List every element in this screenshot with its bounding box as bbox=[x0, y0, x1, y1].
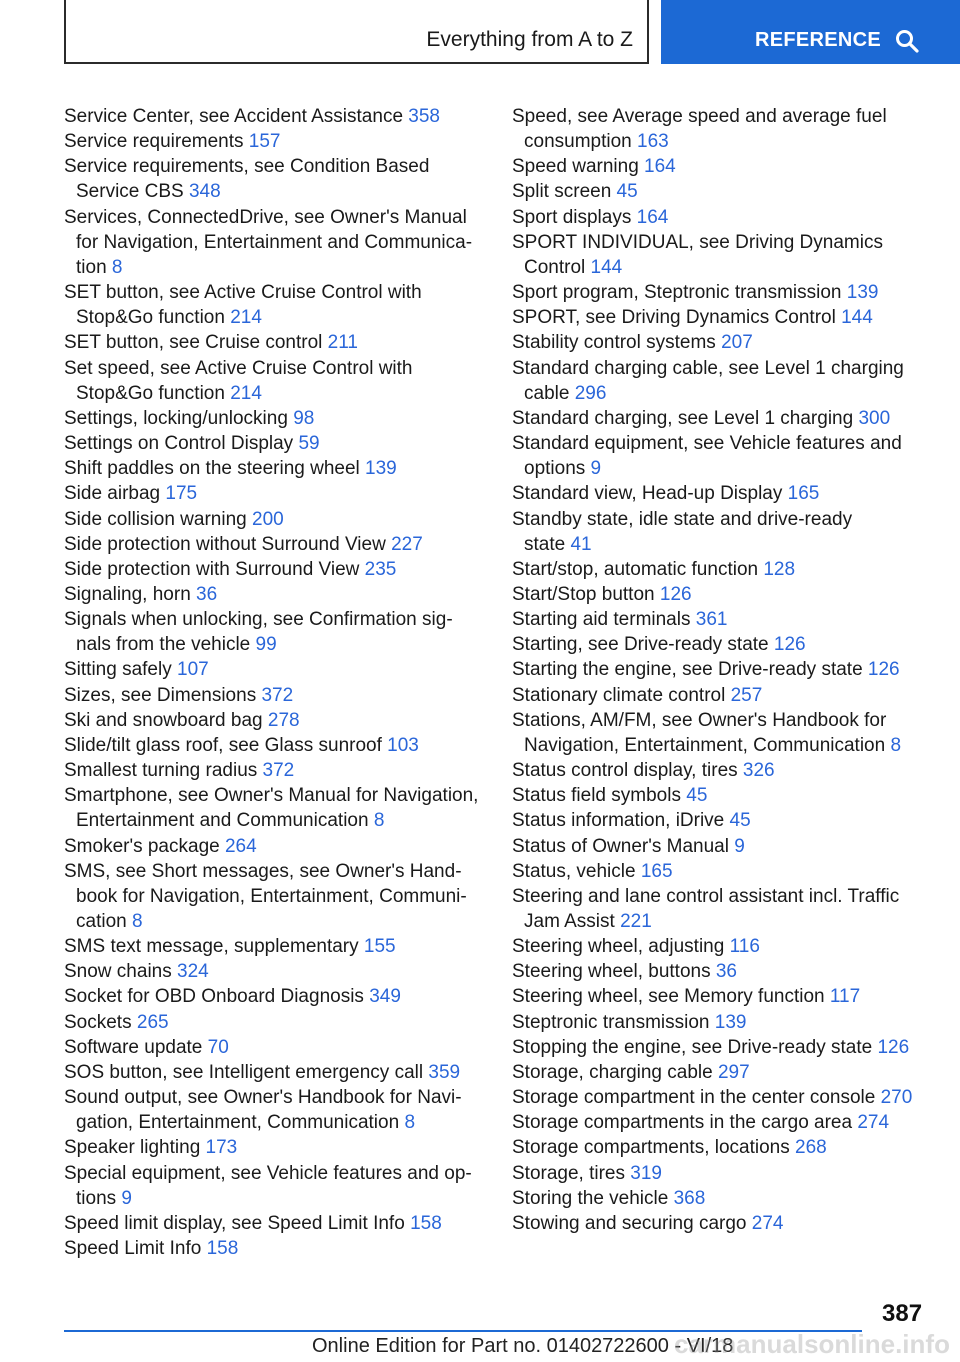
page-reference-link[interactable]: 372 bbox=[262, 760, 295, 782]
index-column-right bbox=[512, 104, 942, 1236]
page-reference-link[interactable]: 126 bbox=[877, 1036, 910, 1058]
index-entry-text: Smartphone, see Owner's Manual for Navigation, bbox=[64, 785, 479, 807]
index-entry-text: SOS button, see Intelligent emergency call bbox=[64, 1061, 429, 1083]
page-reference-link[interactable]: 41 bbox=[570, 533, 592, 555]
page-reference-link[interactable]: 227 bbox=[391, 533, 423, 555]
page-reference-link[interactable]: 164 bbox=[636, 206, 669, 228]
index-entry bbox=[64, 330, 494, 355]
page-reference-link[interactable]: 144 bbox=[590, 256, 623, 278]
page-reference-link[interactable]: 372 bbox=[261, 684, 294, 706]
page-reference-link[interactable]: 158 bbox=[410, 1212, 442, 1234]
index-entry-text: Start/Stop button bbox=[512, 583, 660, 605]
page-reference-link[interactable]: 207 bbox=[721, 332, 753, 354]
index-entry bbox=[512, 154, 942, 179]
page-reference-link[interactable]: 139 bbox=[365, 458, 397, 480]
index-entry-text: nals from the vehicle bbox=[76, 634, 256, 656]
index-entry-text: Sitting safely bbox=[64, 659, 177, 681]
index-entry bbox=[512, 305, 942, 330]
index-entry bbox=[512, 884, 942, 934]
watermark: carmanualsonline.info bbox=[674, 1329, 950, 1359]
page-reference-link[interactable]: 9 bbox=[734, 835, 745, 857]
index-entry-text: Standby state, idle state and drive-ready bbox=[512, 508, 853, 530]
page-reference-link[interactable]: 214 bbox=[230, 382, 262, 404]
index-entry-text: Sport program, Steptronic transmission bbox=[512, 282, 847, 304]
index-entry bbox=[64, 934, 494, 959]
page-reference-link[interactable]: 158 bbox=[206, 1238, 239, 1260]
index-entry-text: for Navigation, Entertainment and Communica- bbox=[76, 231, 473, 253]
index-entry-text: Jam Assist bbox=[524, 911, 621, 932]
index-entry-text: Entertainment and Communication bbox=[76, 810, 374, 832]
index-entry-text: Smallest turning radius bbox=[64, 760, 263, 782]
index-entry bbox=[64, 205, 494, 280]
index-entry bbox=[512, 1110, 942, 1135]
page-reference-link[interactable]: 211 bbox=[327, 332, 358, 354]
index-entry-text: Sound output, see Owner's Handbook for Navi- bbox=[64, 1087, 462, 1109]
index-entry-text: Status field symbols bbox=[512, 785, 687, 807]
index-entry bbox=[64, 1085, 494, 1135]
index-entry bbox=[512, 507, 942, 557]
index-entry bbox=[64, 733, 494, 758]
index-entry-text: Settings on Control Display bbox=[64, 433, 299, 455]
index-entry-text: cation bbox=[76, 911, 132, 932]
index-entry-text: Steering wheel, buttons bbox=[512, 961, 716, 983]
page-reference-link[interactable]: 348 bbox=[188, 181, 221, 203]
index-entry-text: Side protection without Surround View bbox=[64, 533, 392, 555]
page-reference-link[interactable]: 200 bbox=[252, 508, 284, 530]
index-entry bbox=[64, 1060, 494, 1085]
index-entry-text: Side airbag bbox=[64, 483, 166, 505]
index-entry bbox=[64, 280, 494, 330]
index-entry-text: Standard equipment, see Vehicle features and bbox=[512, 433, 902, 455]
index-entry bbox=[512, 481, 942, 506]
page-reference-link[interactable]: 117 bbox=[829, 986, 861, 1008]
index-entry bbox=[64, 708, 494, 733]
index-entry-text: Starting, see Drive-ready state bbox=[512, 634, 774, 656]
index-entry bbox=[64, 104, 494, 129]
index-entry-text: Status information, iDrive bbox=[512, 810, 730, 832]
index-entry-text: Standard charging, see Level 1 charging bbox=[512, 407, 859, 429]
reference-label: REFERENCE bbox=[755, 29, 882, 51]
page-reference-link[interactable]: 268 bbox=[795, 1137, 827, 1159]
index-entry bbox=[64, 683, 494, 708]
page-reference-link[interactable]: 300 bbox=[858, 407, 891, 429]
index-entry-text: Steering wheel, adjusting bbox=[512, 936, 730, 958]
index-entry-text: Sockets bbox=[64, 1011, 137, 1033]
index-entry bbox=[512, 582, 942, 607]
page-reference-link[interactable]: 163 bbox=[637, 131, 669, 153]
page-reference-link[interactable]: 107 bbox=[177, 659, 209, 681]
index-entry-text: Speed limit display, see Speed Limit Info bbox=[64, 1212, 411, 1234]
index-entry bbox=[512, 1186, 942, 1211]
index-entry-text: Service requirements bbox=[64, 131, 249, 153]
index-entry bbox=[64, 758, 494, 783]
page-reference-link[interactable]: 103 bbox=[387, 734, 419, 756]
index-entry-text: Storage, charging cable bbox=[512, 1061, 718, 1083]
index-entry bbox=[512, 683, 942, 708]
index-entry-text: Steering and lane control assistant incl. Traffic bbox=[512, 885, 900, 907]
index-entry bbox=[512, 406, 942, 431]
page-reference-link[interactable]: 278 bbox=[267, 709, 300, 731]
index-entry-text: Status, vehicle bbox=[512, 860, 641, 882]
index-entry-text: Speed, see Average speed and average fuel bbox=[512, 106, 887, 127]
page-reference-link[interactable]: 296 bbox=[574, 382, 607, 404]
index-entry-text: gation, Entertainment, Communication bbox=[76, 1112, 405, 1134]
header-section-box bbox=[64, 0, 649, 64]
index-entry bbox=[512, 1035, 942, 1060]
page-reference-link[interactable]: 274 bbox=[751, 1212, 784, 1234]
index-entry-text: Slide/tilt glass roof, see Glass sunroof bbox=[64, 734, 388, 756]
index-entry bbox=[512, 557, 942, 582]
page-reference-link[interactable]: 270 bbox=[880, 1087, 913, 1109]
index-entry-text: Storage compartments in the cargo area bbox=[512, 1112, 858, 1134]
index-entry bbox=[64, 783, 494, 833]
search-icon[interactable] bbox=[895, 29, 919, 53]
index-entry-text: Start/stop, automatic function bbox=[512, 558, 764, 580]
index-entry bbox=[64, 532, 494, 557]
index-column-left bbox=[64, 104, 494, 1261]
index-entry-text: Stationary climate control bbox=[512, 684, 731, 706]
index-entry-text: Services, ConnectedDrive, see Owner's Manual bbox=[64, 206, 467, 228]
index-entry bbox=[512, 984, 942, 1009]
index-entry bbox=[512, 607, 942, 632]
index-entry bbox=[512, 280, 942, 305]
index-entry bbox=[512, 230, 942, 280]
index-entry bbox=[64, 1035, 494, 1060]
index-entry-text: Storing the vehicle bbox=[512, 1187, 674, 1209]
page-reference-link[interactable]: 99 bbox=[255, 634, 277, 656]
page-reference-link[interactable]: 8 bbox=[131, 911, 143, 932]
page-reference-link[interactable]: 98 bbox=[293, 407, 315, 429]
index-entry bbox=[64, 1135, 494, 1160]
index-entry bbox=[64, 582, 494, 607]
edition-text: Online Edition for Part no. 01402722600 - VI/18 bbox=[312, 1335, 734, 1357]
index-entry-text: SET button, see Cruise control bbox=[64, 332, 328, 354]
index-entry-text: Smoker's package bbox=[64, 835, 225, 857]
index-entry bbox=[64, 1161, 494, 1211]
index-entry-text: SMS, see Short messages, see Owner's Hand- bbox=[64, 860, 462, 882]
index-entry bbox=[512, 783, 942, 808]
page-reference-link[interactable]: 349 bbox=[369, 986, 401, 1008]
index-entry-text: Storage compartment in the center console bbox=[512, 1087, 881, 1109]
page-reference-link[interactable]: 157 bbox=[248, 131, 281, 153]
index-entry bbox=[64, 431, 494, 456]
index-entry-text: Steering wheel, see Memory function bbox=[512, 986, 830, 1008]
page-reference-link[interactable]: 173 bbox=[205, 1137, 238, 1159]
page-reference-link[interactable]: 45 bbox=[729, 810, 751, 832]
page-reference-link[interactable]: 324 bbox=[177, 961, 209, 983]
page-reference-link[interactable]: 264 bbox=[224, 835, 257, 857]
index-entry-text: Starting the engine, see Drive-ready state bbox=[512, 659, 868, 681]
index-entry bbox=[64, 1211, 494, 1236]
page-reference-link[interactable]: 257 bbox=[730, 684, 763, 706]
page-reference-link[interactable]: 326 bbox=[742, 760, 775, 782]
page-reference-link[interactable]: 9 bbox=[121, 1187, 132, 1209]
page-reference-link[interactable]: 155 bbox=[363, 936, 396, 958]
page-reference-link[interactable]: 45 bbox=[686, 785, 708, 807]
index-entry bbox=[512, 808, 942, 833]
index-entry-text: Navigation, Entertainment, Communication bbox=[524, 734, 891, 756]
index-entry bbox=[512, 179, 942, 204]
index-entry bbox=[64, 984, 494, 1009]
page-reference-link[interactable]: 297 bbox=[717, 1061, 750, 1083]
section-title: Everything from A to Z bbox=[426, 28, 633, 51]
page-reference-link[interactable]: 361 bbox=[695, 609, 728, 631]
index-entry bbox=[512, 1135, 942, 1160]
index-entry bbox=[512, 330, 942, 355]
index-entry-text: SPORT, see Driving Dynamics Control bbox=[512, 307, 842, 329]
index-entry-text: Socket for OBD Onboard Diagnosis bbox=[64, 986, 370, 1008]
index-entry bbox=[64, 1236, 494, 1261]
index-entry bbox=[64, 607, 494, 657]
page-reference-link[interactable]: 214 bbox=[230, 307, 262, 329]
page-reference-link[interactable]: 126 bbox=[659, 583, 692, 605]
index-entry bbox=[512, 632, 942, 657]
page-reference-link[interactable]: 175 bbox=[165, 483, 198, 505]
page-reference-link[interactable]: 45 bbox=[616, 181, 638, 203]
index-entry-text: Side collision warning bbox=[64, 508, 252, 530]
index-entry bbox=[512, 1161, 942, 1186]
footer-divider bbox=[64, 1330, 862, 1332]
index-entry bbox=[512, 1060, 942, 1085]
index-entry bbox=[64, 834, 494, 859]
page-reference-link[interactable]: 319 bbox=[630, 1162, 662, 1184]
index-entry-text: Service Center, see Accident Assistance bbox=[64, 106, 409, 127]
index-entry bbox=[512, 1211, 942, 1236]
page-reference-link[interactable]: 8 bbox=[373, 810, 385, 832]
page-reference-link[interactable]: 165 bbox=[787, 483, 820, 505]
index-entry bbox=[64, 129, 494, 154]
index-entry-text: Special equipment, see Vehicle features and op- bbox=[64, 1162, 472, 1184]
page-reference-link[interactable]: 358 bbox=[408, 106, 440, 127]
index-entry-text: Shift paddles on the steering wheel bbox=[64, 458, 366, 480]
page-number: 387 bbox=[882, 1300, 923, 1327]
index-entry-text: Storage compartments, locations bbox=[512, 1137, 796, 1159]
index-entry-text: Storage, tires bbox=[512, 1162, 631, 1184]
index-entry-text: Starting aid terminals bbox=[512, 609, 696, 631]
page-reference-link[interactable]: 368 bbox=[673, 1187, 706, 1209]
index-entry bbox=[512, 758, 942, 783]
index-entry bbox=[64, 859, 494, 934]
index-entry-text: Standard view, Head-up Display bbox=[512, 483, 788, 505]
index-entry bbox=[512, 859, 942, 884]
index-entry bbox=[512, 657, 942, 682]
index-entry-text: Ski and snowboard bag bbox=[64, 709, 268, 731]
index-entry-text: Set speed, see Active Cruise Control with bbox=[64, 357, 413, 379]
index-entry-text: Side protection with Surround View bbox=[64, 558, 365, 580]
page-reference-link[interactable]: 139 bbox=[846, 282, 879, 304]
index-entry-text: Speed warning bbox=[512, 156, 645, 178]
reference-tab[interactable] bbox=[661, 0, 960, 64]
index-entry bbox=[64, 657, 494, 682]
page-reference-link[interactable]: 116 bbox=[729, 936, 760, 958]
index-entry-text: Stop&Go function bbox=[76, 382, 231, 404]
index-entry-text: Snow chains bbox=[64, 961, 178, 983]
page-reference-link[interactable]: 8 bbox=[404, 1112, 416, 1134]
index-entry-text: tions bbox=[76, 1187, 122, 1209]
index-entry bbox=[64, 406, 494, 431]
page-reference-link[interactable]: 36 bbox=[196, 583, 218, 605]
index-entry bbox=[512, 356, 942, 406]
index-entry bbox=[64, 356, 494, 406]
index-entry-text: book for Navigation, Entertainment, Communi- bbox=[76, 885, 467, 907]
index-entry-text: Status of Owner's Manual bbox=[512, 835, 735, 857]
page-reference-link[interactable]: 165 bbox=[640, 860, 673, 882]
index-entry-text: Sport displays bbox=[512, 206, 637, 228]
index-entry bbox=[512, 1085, 942, 1110]
index-entry bbox=[64, 456, 494, 481]
page-reference-link[interactable]: 359 bbox=[428, 1061, 461, 1083]
index-entry bbox=[64, 557, 494, 582]
page-reference-link[interactable]: 139 bbox=[714, 1011, 747, 1033]
index-entry bbox=[64, 154, 494, 204]
page-reference-link[interactable]: 221 bbox=[620, 911, 652, 932]
index-entry bbox=[512, 1010, 942, 1035]
index-entry-text: SMS text message, supplementary bbox=[64, 936, 364, 958]
index-entry-text: SET button, see Active Cruise Control with bbox=[64, 282, 422, 304]
index-entry bbox=[64, 507, 494, 532]
page-reference-link[interactable]: 59 bbox=[298, 433, 320, 455]
index-entry-text: Speed Limit Info bbox=[64, 1238, 207, 1260]
index-entry-text: state bbox=[524, 533, 571, 555]
index-entry-text: Stability control systems bbox=[512, 332, 722, 354]
index-entry-text: Speaker lighting bbox=[64, 1137, 206, 1159]
index-entry-text: Software update bbox=[64, 1036, 208, 1058]
index-entry-text: Split screen bbox=[512, 181, 617, 203]
page-reference-link[interactable]: 8 bbox=[890, 734, 902, 756]
index-entry bbox=[512, 205, 942, 230]
index-entry-text: Control bbox=[524, 256, 591, 278]
page-reference-link[interactable]: 235 bbox=[364, 558, 397, 580]
page-reference-link[interactable]: 9 bbox=[590, 458, 602, 480]
index-entry-text: Service CBS bbox=[76, 181, 189, 203]
index-entry-text: tion bbox=[76, 256, 112, 278]
index-entry-text: Stations, AM/FM, see Owner's Handbook for bbox=[512, 709, 887, 731]
index-entry-text: SPORT INDIVIDUAL, see Driving Dynamics bbox=[512, 231, 883, 253]
index-entry-text: Standard charging cable, see Level 1 charging bbox=[512, 357, 904, 379]
index-entry bbox=[64, 959, 494, 984]
page-reference-link[interactable]: 36 bbox=[715, 961, 737, 983]
index-entry-text: Stop&Go function bbox=[76, 307, 231, 329]
index-entry bbox=[64, 1010, 494, 1035]
index-entry bbox=[512, 959, 942, 984]
index-entry-text: Stopping the engine, see Drive-ready state bbox=[512, 1036, 878, 1058]
index-entry bbox=[512, 934, 942, 959]
index-entry-text: Settings, locking/unlocking bbox=[64, 407, 294, 429]
index-entry-text: consumption bbox=[524, 131, 638, 153]
page-reference-link[interactable]: 144 bbox=[841, 307, 873, 329]
index-entry bbox=[512, 708, 942, 758]
page-reference-link[interactable]: 126 bbox=[773, 634, 806, 656]
index-entry bbox=[64, 481, 494, 506]
page-reference-link[interactable]: 164 bbox=[644, 156, 676, 178]
page-reference-link[interactable]: 274 bbox=[857, 1112, 890, 1134]
index-entry-text: Signals when unlocking, see Confirmation sig- bbox=[64, 609, 453, 631]
index-entry-text: options bbox=[524, 458, 591, 480]
index-entry-text: Status control display, tires bbox=[512, 760, 743, 782]
index-entry-text: cable bbox=[524, 382, 575, 404]
index-entry bbox=[512, 431, 942, 481]
page-reference-link[interactable]: 70 bbox=[207, 1036, 229, 1058]
index-entry-text: Signaling, horn bbox=[64, 583, 197, 605]
index-entry-text: Service requirements, see Condition Based bbox=[64, 156, 430, 178]
index-entry-text: Sizes, see Dimensions bbox=[64, 684, 262, 706]
page-reference-link[interactable]: 265 bbox=[136, 1011, 169, 1033]
page-reference-link[interactable]: 126 bbox=[867, 659, 900, 681]
index-entry-text: Stowing and securing cargo bbox=[512, 1212, 752, 1234]
index-entry bbox=[512, 834, 942, 859]
page-reference-link[interactable]: 8 bbox=[111, 256, 123, 278]
page-reference-link[interactable]: 128 bbox=[763, 558, 796, 580]
index-entry bbox=[512, 104, 942, 154]
index-entry-text: Steptronic transmission bbox=[512, 1011, 715, 1033]
